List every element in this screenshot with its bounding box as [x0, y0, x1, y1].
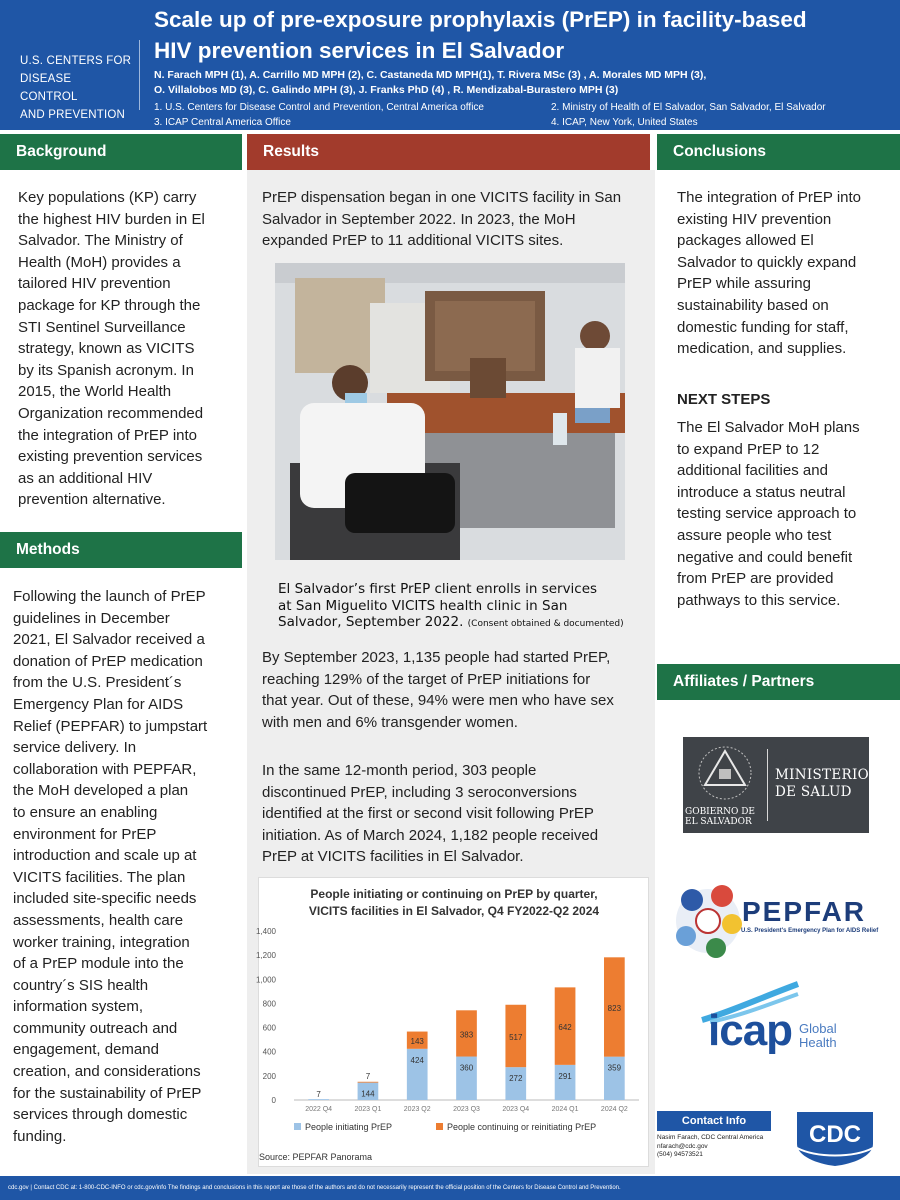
chart-title: People initiating or continuing on PrEP by quarter, [310, 887, 598, 901]
text-line: negative and could benefit [677, 548, 853, 566]
affiliation-3: 3. ICAP Central America Office [154, 117, 291, 128]
text-line: worker training, integration [13, 933, 190, 951]
org-line: AND PREVENTION [20, 109, 126, 121]
text-line: community outreach and [13, 1019, 178, 1037]
text-line: guidelines in December [13, 609, 170, 627]
legend-swatch [436, 1123, 443, 1130]
cdc-org-name [20, 52, 132, 124]
text-line: Salvador. The Ministry of [18, 232, 183, 250]
bar-segment [555, 1065, 576, 1100]
x-tick-label: 2024 Q1 [551, 1106, 579, 1113]
text-line: introduce a status neutral [677, 483, 846, 501]
caption-line [278, 614, 638, 633]
author-line: N. Farach MPH (1), A. Carrillo MD MPH (2), C. Castaneda MD MPH(1), T. Rivera MSc (3) , A. Morales MD MPH (3), [154, 69, 707, 81]
y-tick-label: 1,200 [255, 951, 276, 961]
x-tick-label: 2022 Q4 [305, 1106, 333, 1113]
text-line: sustainability based on [677, 296, 829, 314]
bar-value-label: 642 [558, 1023, 572, 1033]
y-tick-label: 400 [262, 1047, 276, 1057]
text-line: Organization recommended [18, 404, 204, 422]
text-line: The integration of PrEP into [677, 189, 861, 206]
text-line: services through domestic [13, 1106, 188, 1124]
methods-heading: Methods [0, 532, 242, 568]
poster-title [154, 4, 874, 66]
icap-line: Health [799, 1035, 837, 1050]
text-line: to ensure an enabling [13, 803, 158, 821]
bar-segment [505, 1067, 526, 1100]
icap-logo-text: icap [708, 1006, 793, 1055]
conclusions-heading: Conclusions [657, 134, 900, 170]
results-intro [262, 187, 652, 252]
text-line: existing HIV prevention [677, 210, 832, 228]
poster-header [0, 0, 900, 130]
contact-heading: Contact Info [657, 1111, 771, 1131]
coat-of-arms-icon [683, 739, 767, 809]
conclusions-text [677, 187, 899, 360]
text-line: Salvador to quickly expand [677, 253, 857, 271]
bar-value-label: 359 [607, 1063, 622, 1073]
text-line: initiation. As of March 2024, 1,182 people received [262, 826, 599, 844]
icap-line: Global [799, 1021, 837, 1036]
bar-value-label: 143 [410, 1037, 424, 1047]
text-line: that year. Out of these, 94% were men who have sex [262, 692, 614, 710]
text-line: tailored HIV prevention [18, 275, 171, 293]
author-list [154, 68, 884, 98]
affiliation-4: 4. ICAP, New York, United States [551, 117, 698, 128]
affiliation-2: 2. Ministry of Health of El Salvador, San Salvador, El Salvador [551, 102, 826, 113]
text-line: The El Salvador MoH plans [677, 419, 860, 436]
text-line: collaboration with PEPFAR, [13, 760, 197, 778]
bar-value-label: 272 [509, 1074, 523, 1084]
legend-label: People continuing or reinitiating PrEP [447, 1122, 597, 1132]
legend-label: People initiating PrEP [305, 1122, 393, 1132]
minsal-line: DE SALUD [775, 784, 852, 800]
text-line: PrEP dispensation began in one VICITS facility in San [262, 189, 622, 206]
text-line: medication, and supplies. [677, 340, 847, 358]
text-line: package for KP through the [18, 296, 201, 314]
photo-caption [278, 581, 638, 633]
text-line: Relief (PEPFAR) to jumpstart [13, 717, 208, 735]
pepfar-flags-icon [672, 880, 744, 962]
caption-text: Salvador, September 2022. [278, 614, 464, 630]
text-line: assure people who test [677, 526, 832, 544]
bar-segment [308, 1099, 329, 1100]
text-line: assessments, health care [13, 911, 184, 929]
header-divider [139, 40, 140, 110]
text-line: from the U.S. President´s [13, 674, 182, 692]
methods-text [13, 586, 243, 1147]
caption-line: at San Miguelito VICITS health clinic in San [278, 597, 568, 614]
background-heading: Background [0, 134, 242, 170]
bar-value-label: 7 [316, 1090, 321, 1100]
text-line: from PrEP are provided [677, 570, 834, 588]
results-para-3 [262, 760, 654, 868]
text-line: expanded PrEP to 11 additional VICITS sites. [262, 232, 564, 250]
results-heading: Results [247, 134, 650, 170]
results-para-2 [262, 647, 654, 733]
contact-email[interactable]: nfarach@cdc.gov [657, 1142, 708, 1150]
org-line: U.S. CENTERS FOR [20, 55, 132, 67]
bar-value-label: 383 [459, 1030, 474, 1040]
legend-swatch [294, 1123, 301, 1130]
text-line: engagement, demand [13, 1041, 159, 1059]
text-line: environment for PrEP [13, 825, 157, 843]
text-line: By September 2023, 1,135 people had started PrEP, [262, 649, 611, 666]
text-line: information system, [13, 998, 144, 1016]
text-line: existing prevention services [18, 448, 203, 466]
title-line: HIV prevention services in El Salvador [154, 38, 565, 63]
y-tick-label: 0 [271, 1096, 276, 1105]
text-line: strategy, known as VICITS [18, 340, 195, 358]
bar-value-label: 144 [361, 1089, 375, 1099]
text-line: STI Sentinel Surveillance [18, 318, 186, 336]
pepfar-logo-text: PEPFAR [742, 896, 867, 927]
bar-value-label: 424 [410, 1055, 424, 1065]
background-text [18, 187, 242, 511]
text-line: introduction and scale up at [13, 847, 197, 865]
caption-line: El Salvador’s first PrEP client enrolls in services [278, 581, 598, 597]
minsal-line: MINISTERIO [775, 767, 869, 783]
y-tick-label: 1,400 [255, 927, 276, 936]
text-line: Emergency Plan for AIDS [13, 695, 184, 713]
affiliation-1: 1. U.S. Centers for Disease Control and Prevention, Central America office [154, 102, 484, 113]
next-steps-text [677, 417, 899, 611]
text-line: In the same 12-month period, 303 people [262, 762, 537, 779]
icap-global-health [799, 1022, 837, 1050]
text-line: 2021, El Salvador received a [13, 631, 205, 649]
prep-chart-svg [255, 878, 650, 1168]
text-line: country´s SIS health [13, 976, 149, 994]
bar-value-label: 7 [365, 1071, 371, 1081]
x-tick-label: 2023 Q3 [453, 1106, 480, 1113]
x-tick-label: 2023 Q2 [403, 1106, 431, 1113]
y-tick-label: 1,000 [255, 975, 276, 985]
text-line: discontinued PrEP, including 3 seroconversions [262, 783, 577, 801]
text-line: testing service approach to [677, 505, 857, 523]
gob-line: EL SALVADOR [685, 817, 752, 827]
text-line: the MoH developed a plan [13, 782, 189, 800]
text-line: Salvador in September 2022. In 2023, the MoH [262, 210, 576, 228]
text-line: to expand PrEP to 12 [677, 440, 820, 458]
text-line: domestic funding for staff, [677, 318, 849, 336]
next-steps-heading: NEXT STEPS [677, 391, 771, 408]
text-line: Health (MoH) provides a [18, 253, 181, 271]
chart-title: VICITS facilities in El Salvador, Q4 FY2022-Q2 2024 [308, 904, 600, 918]
text-line: 2015, the World Health [18, 383, 172, 401]
gob-line: GOBIERNO DE [685, 807, 755, 817]
cdc-logo-text: CDC [809, 1121, 861, 1148]
text-line: additional facilities and [677, 462, 828, 480]
text-line: by its Spanish acronym. In [18, 361, 194, 379]
text-line: Key populations (KP) carry [18, 189, 197, 206]
y-tick-label: 600 [262, 1023, 276, 1033]
x-tick-label: 2023 Q4 [502, 1106, 530, 1113]
x-tick-label: 2023 Q1 [354, 1106, 382, 1113]
bar-value-label: 360 [459, 1063, 474, 1073]
text-line: the highest HIV burden in El [18, 210, 205, 228]
author-line: O. Villalobos MD (3), C. Galindo MPH (3), J. Franks PhD (4) , R. Mendizabal-Burastero MPH (3) [154, 84, 619, 96]
text-line: packages allowed El [677, 232, 814, 250]
x-tick-label: 2024 Q2 [600, 1106, 628, 1113]
title-line: Scale up of pre-exposure prophylaxis (PrEP) in facility-based [154, 7, 807, 32]
text-line: with men and 6% transgender women. [262, 713, 518, 731]
poster-footer: cdc.gov | Contact CDC at: 1-800-CDC-INFO or cdc.gov/info The findings and conclusions in this report are those of the authors and do not necessarily represent the official position of the Centers for Disease Control and Prevention. [0, 1176, 900, 1200]
chart-source: Source: PEPFAR Panorama [259, 1152, 373, 1162]
contact-phone: (504) 94573521 [657, 1151, 703, 1158]
clinic-photo-illustration [275, 263, 625, 560]
gobierno-text [685, 807, 755, 827]
contact-details [657, 1134, 787, 1160]
text-line: prevention alternative. [18, 491, 166, 509]
text-line: reaching 129% of the target of PrEP initiations for [262, 670, 591, 688]
text-line: as an additional HIV [18, 469, 153, 487]
text-line: for the sustainability of PrEP [13, 1084, 202, 1102]
text-line: identified at the first or second visit following PrEP [262, 805, 594, 823]
text-line: PrEP while assuring [677, 275, 811, 293]
logo-divider [767, 749, 768, 821]
text-line: Following the launch of PrEP [13, 588, 206, 605]
text-line: pathways to this service. [677, 591, 841, 609]
text-line: included site-specific needs [13, 890, 197, 908]
text-line: donation of PrEP medication [13, 652, 203, 670]
org-line: DISEASE CONTROL [20, 73, 78, 103]
partners-heading: Affiliates / Partners [657, 664, 900, 700]
y-tick-label: 200 [262, 1071, 276, 1081]
prep-chart [255, 877, 649, 1167]
bar-value-label: 517 [509, 1032, 523, 1042]
ministerio-salud-logo [683, 737, 869, 833]
caption-note: (Consent obtained & documented) [467, 619, 624, 629]
bar-value-label: 823 [607, 1003, 622, 1013]
bar-value-label: 291 [558, 1071, 572, 1081]
bar-segment [358, 1082, 379, 1083]
text-line: PrEP at VICITS facilities in El Salvador. [262, 848, 524, 866]
text-line: funding. [13, 1127, 67, 1145]
ministerio-text [775, 767, 869, 801]
text-line: of a PrEP module into the [13, 955, 184, 973]
pepfar-subtitle: U.S. President's Emergency Plan for AIDS Relief [741, 928, 879, 934]
text-line: service delivery. In [13, 739, 137, 757]
y-tick-label: 800 [262, 999, 276, 1009]
clinic-photo [275, 263, 625, 560]
contact-name: Nasim Farach, CDC Central America [657, 1134, 764, 1141]
text-line: the integration of PrEP into [18, 426, 198, 444]
text-line: VICITS facilities. The plan [13, 868, 186, 886]
text-line: creation, and considerations [13, 1063, 201, 1081]
cdc-logo [793, 1108, 877, 1168]
